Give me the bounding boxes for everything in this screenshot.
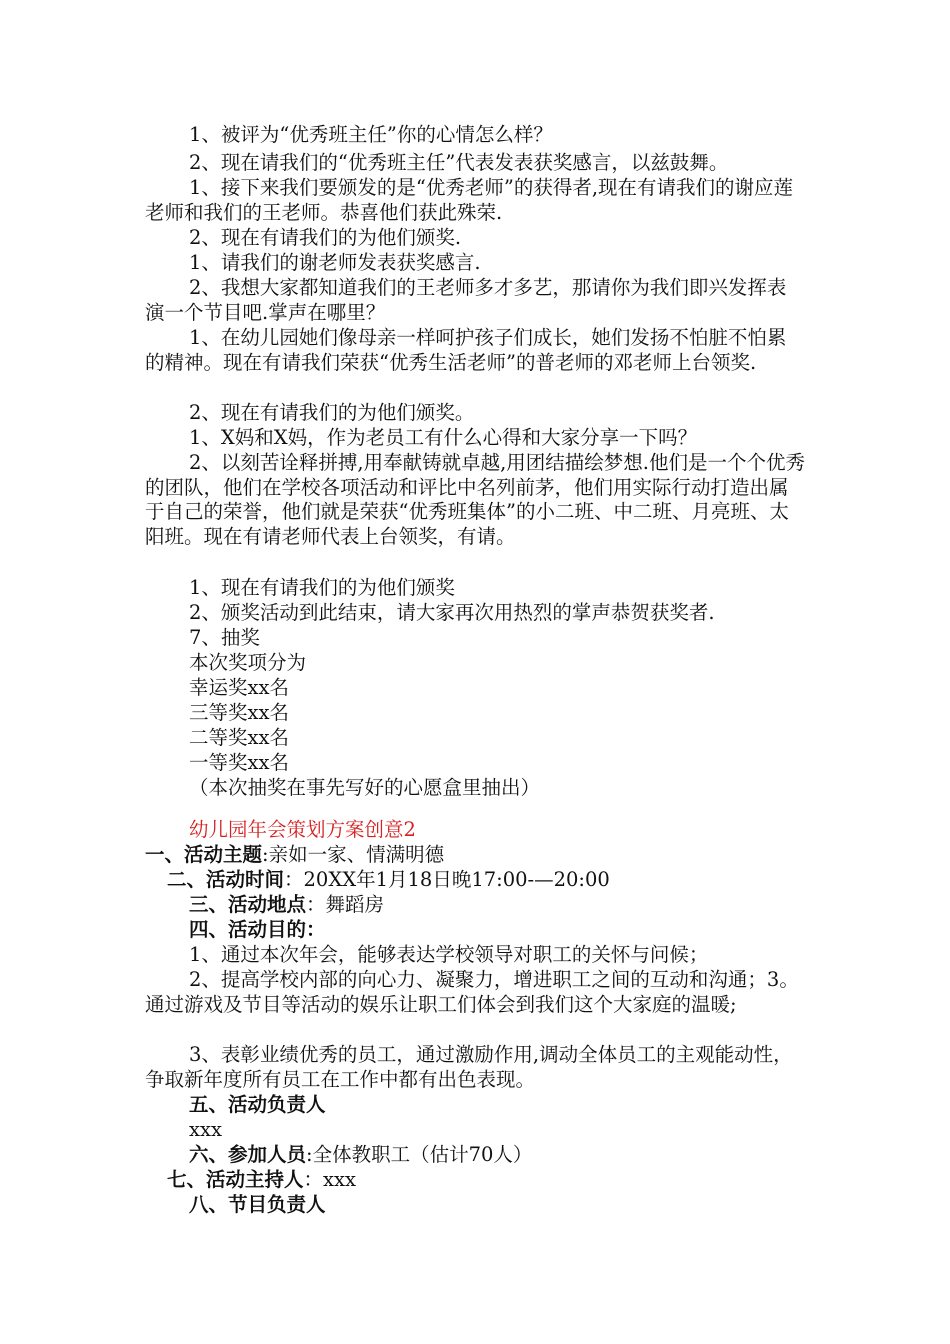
plan-participants <box>145 1143 805 1168</box>
paragraph: 2、现在有请我们的为他们颁奖. <box>189 226 462 249</box>
plan-place <box>145 893 805 918</box>
paragraph: 2、现在有请我们的为他们颁奖。 <box>189 401 475 424</box>
plan-time-value: ：20XX年1月18日晚17:00-—20:00 <box>284 868 610 891</box>
paragraph: 2、颁奖活动到此结束，请大家再次用热烈的掌声恭贺获奖者. <box>189 601 715 624</box>
plan-purpose <box>145 918 805 943</box>
paragraph: 一等奖xx名 <box>189 751 289 774</box>
paragraph: 1、接下来我们要颁发的是“优秀老师”的获得者,现在有请我们的谢应莲老师和我们的王老师。恭喜他们获此殊荣. <box>145 176 794 224</box>
plan-place-label: 三、活动地点 <box>189 893 307 916</box>
paragraph: 本次奖项分为 <box>189 651 307 674</box>
plan-time <box>145 868 805 893</box>
paragraph: 1、在幼儿园她们像母亲一样呵护孩子们成长，她们发扬不怕脏不怕累的精神。现在有请我们荣获“优秀生活老师”的普老师的邓老师上台领奖. <box>145 326 787 374</box>
paragraph: 2、提高学校内部的向心力、凝聚力，增进职工之间的互动和沟通；3。通过游戏及节目等活动的娱乐让职工们体会到我们这个大家庭的温暖; <box>145 968 799 1016</box>
plan-program-label: 八、节目负责人 <box>189 1193 326 1216</box>
plan-theme <box>145 843 805 868</box>
paragraph: （本次抽奖在事先写好的心愿盒里抽出） <box>189 776 541 799</box>
plan-participants-label: 六、参加人员 <box>189 1143 307 1166</box>
paragraph: 3、表彰业绩优秀的员工，通过激励作用,调动全体员工的主观能动性，争取新年度所有员工在工作中都有出色表现。 <box>145 1043 793 1091</box>
paragraph: 三等奖xx名 <box>189 701 289 724</box>
plan-host-label: 七、活动主持人 <box>167 1168 304 1191</box>
plan-leader-value: xxx <box>189 1118 222 1141</box>
plan-theme-label: 一、活动主题 <box>145 843 263 866</box>
paragraph: 1、被评为“优秀班主任”你的心情怎么样？ <box>189 123 553 146</box>
plan-host <box>145 1168 805 1193</box>
section-title: 幼儿园年会策划方案创意2 <box>189 818 416 841</box>
paragraph: 1、通过本次年会，能够表达学校领导对职工的关怀与问候； <box>189 943 709 966</box>
plan-place-value: ：舞蹈房 <box>306 893 385 916</box>
paragraph: 2、现在请我们的“优秀班主任”代表发表获奖感言，以兹鼓舞。 <box>189 151 729 174</box>
paragraph: 1、现在有请我们的为他们颁奖 <box>189 576 455 599</box>
plan-program <box>145 1193 805 1218</box>
paragraph: 7、抽奖 <box>189 626 260 649</box>
paragraph: 2、以刻苦诠释拼搏,用奉献铸就卓越,用团结描绘梦想.他们是一个个优秀的团队，他们在学校各项活动和评比中名列前茅，他们用实际行动打造出属于自己的荣誉，他们就是荣获“优秀班集体”的小二班、中二班、月亮班、太阳班。现在有请老师代表上台领奖，有请。 <box>145 451 806 548</box>
paragraph: 1、请我们的谢老师发表获奖感言. <box>189 251 481 274</box>
paragraph: 1、X妈和X妈，作为老员工有什么心得和大家分享一下吗？ <box>189 426 698 449</box>
plan-time-label: 二、活动时间 <box>167 868 285 891</box>
plan-participants-value: :全体教职工（估计70人） <box>306 1143 533 1166</box>
plan-leader-label: 五、活动负责人 <box>189 1093 326 1116</box>
plan-theme-value: :亲如一家、情满明德 <box>262 843 445 866</box>
plan-leader <box>145 1093 805 1118</box>
paragraph: 幸运奖xx名 <box>189 676 289 699</box>
plan-host-value: ：xxx <box>303 1168 357 1191</box>
paragraph: 二等奖xx名 <box>189 726 289 749</box>
paragraph: 2、我想大家都知道我们的王老师多才多艺，那请你为我们即兴发挥表演一个节目吧.掌声在哪里？ <box>145 276 787 324</box>
plan-purpose-label: 四、活动目的： <box>189 918 326 941</box>
